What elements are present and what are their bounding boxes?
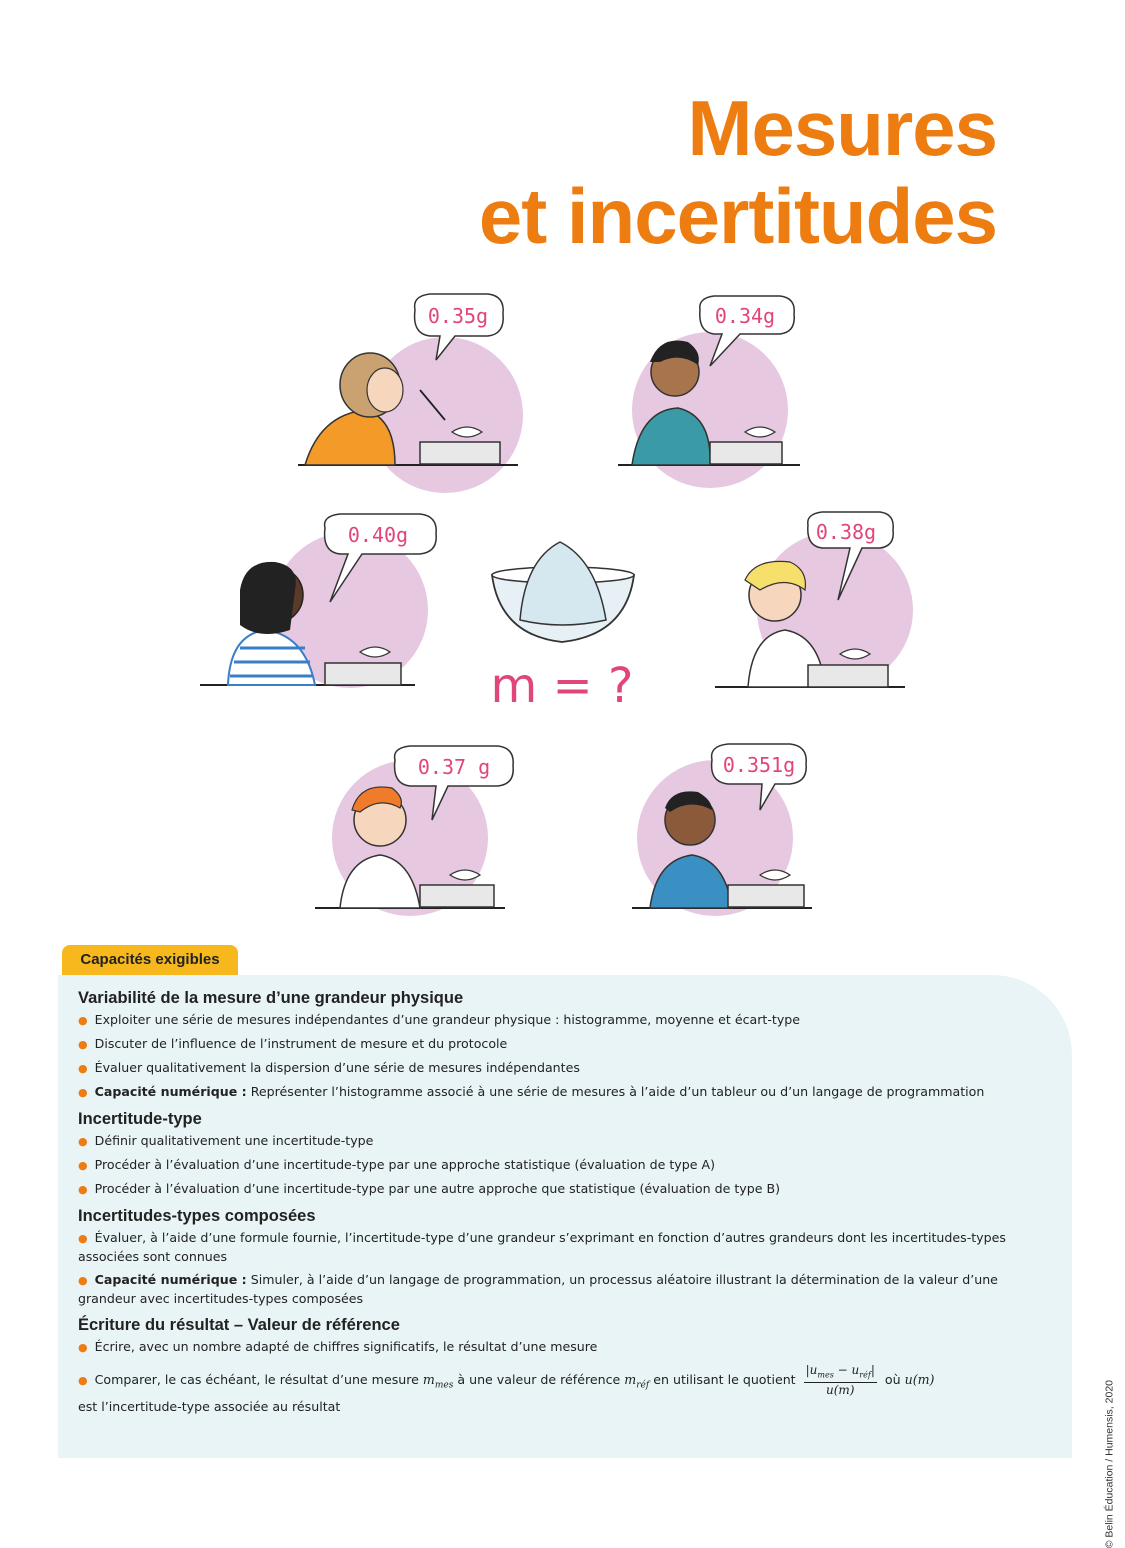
bullet-icon: ● [78,1274,88,1287]
list-item: ● Capacité numérique : Représenter l’histogramme associé à une série de mesures à l’aide d’un tableur ou d’un langage de programmation [78,1084,985,1099]
list-item: ● Évaluer, à l’aide d’une formule fournie, l’incertitude-type d’une grandeur s’exprimant en fonction d’autres grandeurs dont les incertitudes-types associées sont connues [78,1230,1006,1264]
list-item: ● Procéder à l’évaluation d’une incertitude-type par une approche statistique (évaluation de type A) [78,1157,716,1172]
list-item: ● Évaluer qualitativement la dispersion d’une série de mesures indépendantes [78,1060,580,1075]
student-3 [200,514,436,688]
bullet-icon: ● [78,1062,88,1075]
capacites-panel [58,975,1072,1458]
list-item: ● Définir qualitativement une incertitude-type [78,1133,374,1148]
student-2 [618,296,800,488]
bubble-text-4: 0.38g [815,520,877,544]
capacites-tab: Capacités exigibles [62,945,238,975]
section-title-incertitudes-composees: Incertitudes-types composées [78,1207,316,1225]
bubble-text-6: 0.351g [722,753,796,777]
bubble-text-3: 0.40g [347,523,409,547]
bullet-icon: ● [78,1341,88,1354]
list-item: ● Procéder à l’évaluation d’une incertitude-type par une autre approche que statistique (évaluation de type B) [78,1181,781,1196]
section-title-variabilite: Variabilité de la mesure d’une grandeur physique [78,989,464,1007]
list-item: ● Exploiter une série de mesures indépendantes d’une grandeur physique : histogramme, moyenne et écart-type [78,1012,801,1027]
list-item: ● Écrire, avec un nombre adapté de chiffres significatifs, le résultat d’une mesure [78,1339,598,1354]
student-1 [298,294,523,493]
bullet-icon: ● [78,1014,88,1027]
bullet-icon: ● [78,1232,88,1245]
bullet-icon: ● [78,1374,88,1388]
bullet-icon: ● [78,1183,88,1196]
measurement-illustration [0,290,1125,940]
section-title-incertitude-type: Incertitude-type [78,1110,202,1128]
list-item: ● Capacité numérique : Simuler, à l’aide d’un langage de programmation, un processus aléatoire illustrant la détermination de la valeur d’une grandeur avec incertitudes-types composées [78,1272,998,1306]
salt-bowl [491,542,634,714]
copyright-notice: © Belin Éducation / Humensis, 2020 [1103,1380,1115,1548]
title-line-2: et incertitudes [478,172,997,260]
center-question: m = ? [490,658,634,714]
bullet-icon: ● [78,1038,88,1051]
list-item-compare: ● Comparer, le cas échéant, le résultat d’une mesure $m_{mes}$ à une valeur de référence $m_{réf}$ en utilisant le quotient $\frac{|u_{mes} - u_{réf}|}{u(m)}$ où u(m) est l’incertitude-type associée au résultat [78,1363,935,1415]
title-line-1: Mesures [687,84,997,172]
bubble-text-2: 0.34g [714,304,776,328]
bullet-icon: ● [78,1135,88,1148]
list-item: ● Discuter de l’influence de l’instrument de mesure et du protocole [78,1036,508,1051]
page-title [479,84,997,260]
bullet-icon: ● [78,1086,88,1099]
bubble-text-1: 0.35g [427,304,489,328]
bullet-icon: ● [78,1159,88,1172]
quotient-formula: $\frac{|u_{mes} - u_{réf}|}{u(m)}$ [805,1363,875,1398]
student-5 [315,746,513,916]
section-title-ecriture-resultat: Écriture du résultat – Valeur de référence [78,1316,400,1334]
bubble-text-5: 0.37 g [417,755,491,779]
student-4 [715,512,913,688]
student-6 [632,744,812,916]
